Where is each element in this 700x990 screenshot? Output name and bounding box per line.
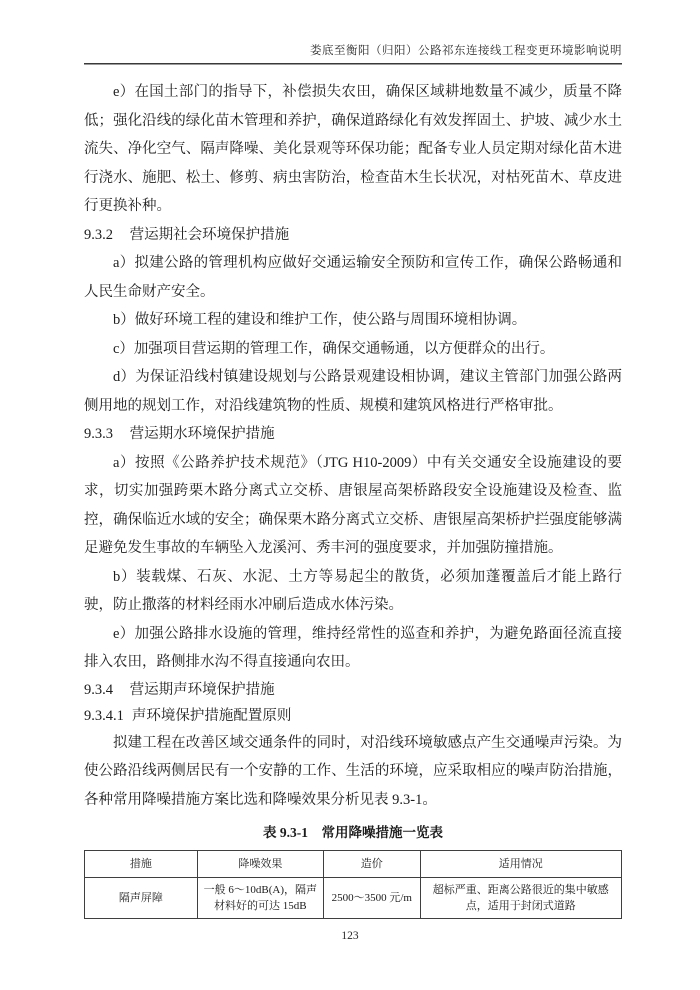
cell-effect: 一般 6～10dB(A)，隔声材料好的可达 15dB	[197, 878, 323, 919]
paragraph-933-a: a）按照《公路养护技术规范》（JTG H10-2009）中有关交通安全设施建设的要求，切实加强跨栗木路分离式立交桥、唐银屋高架桥路段安全设施建设及检查、监控，确保临近水域的安全；确保栗木路分离式立交桥、唐银屋高架桥护拦强度能够满足避免发生事故的车辆坠入龙溪河、秀丰河的强度要求，并加强防撞措施。	[84, 454, 622, 556]
section-heading-9-3-3	[84, 420, 622, 449]
header-rule	[84, 63, 622, 65]
column-header-applicability: 适用情况	[420, 851, 621, 878]
table-caption-title: 常用降噪措施一览表	[321, 825, 443, 840]
paragraph-noise-intro: 拟建工程在改善区域交通条件的同时，对沿线环境敏感点产生交通噪声污染。为使公路沿线两侧居民有一个安静的工作、生活的环境，应采取相应的噪声防治措施，各种常用降噪措施方案比选和降噪效果分析见表 9.3-1。	[84, 734, 622, 808]
table-caption-label: 表 9.3-1	[263, 825, 308, 840]
section-number: 9.3.2	[84, 226, 113, 243]
section-title: 声环境保护措施配置原则	[131, 707, 292, 724]
running-header	[84, 42, 622, 63]
column-header-cost: 造价	[323, 851, 420, 878]
paragraph-932-a: a）拟建公路的管理机构应做好交通运输安全预防和宣传工作，确保公路畅通和人民生命财产安全。	[84, 255, 622, 300]
section-heading-9-3-4	[84, 677, 622, 703]
section-title: 营运期社会环境保护措施	[129, 226, 290, 243]
paragraph-932-c: c）加强项目营运期的管理工作，确保交通畅通，以方便群众的出行。	[113, 340, 555, 357]
paragraph-933-e: e）加强公路排水设施的管理，维持经常性的巡查和养护，为避免路面径流直接排入农田，路侧排水沟不得直接通向农田。	[84, 625, 622, 670]
table-row	[85, 878, 622, 919]
cell-applicability: 超标严重、距离公路很近的集中敏感点，适用于封闭式道路	[420, 878, 621, 919]
noise-measures-table	[84, 850, 622, 919]
section-number: 9.3.3	[84, 426, 113, 442]
section-number: 9.3.4.1	[84, 707, 124, 724]
section-title: 营运期水环境保护措施	[129, 426, 275, 442]
section-heading-9-3-4-1	[84, 703, 622, 729]
cell-cost: 2500～3500 元/m	[323, 878, 420, 919]
paragraph-932-b: b）做好环境工程的建设和维护工作，使公路与周围环境相协调。	[113, 312, 527, 328]
paragraph-e-land: e）在国土部门的指导下，补偿损失农田，确保区域耕地数量不减少，质量不降低；强化沿线的绿化苗木管理和养护，确保道路绿化有效发挥固土、护坡、减少水土流失、净化空气、隔声降噪、美化景观等环保功能；配备专业人员定期对绿化苗木进行浇水、施肥、松土、修剪、病虫害防治，检查苗木生长状况，对枯死苗木、草皮进行更换补种。	[84, 84, 622, 214]
table-caption	[84, 821, 622, 841]
column-header-measure: 措施	[85, 851, 198, 878]
paragraph-933-b: b）装载煤、石灰、水泥、土方等易起尘的散货，必须加蓬覆盖后才能上路行驶，防止撒落的材料经雨水冲刷后造成水体污染。	[84, 568, 622, 613]
section-number: 9.3.4	[84, 681, 113, 698]
running-header-title: 娄底至衡阳（归阳）公路祁东连接线工程变更环境影响说明	[310, 45, 622, 57]
table-header-row	[85, 851, 622, 878]
cell-measure: 隔声屏障	[85, 878, 198, 919]
column-header-effect: 降噪效果	[197, 851, 323, 878]
section-heading-9-3-2	[84, 221, 622, 250]
section-title: 营运期声环境保护措施	[129, 681, 275, 698]
page-number: 123	[341, 930, 359, 942]
paragraph-932-d: d）为保证沿线村镇建设规划与公路景观建设相协调，建议主管部门加强公路两侧用地的规划工作，对沿线建筑物的性质、规模和建筑风格进行严格审批。	[84, 369, 622, 414]
